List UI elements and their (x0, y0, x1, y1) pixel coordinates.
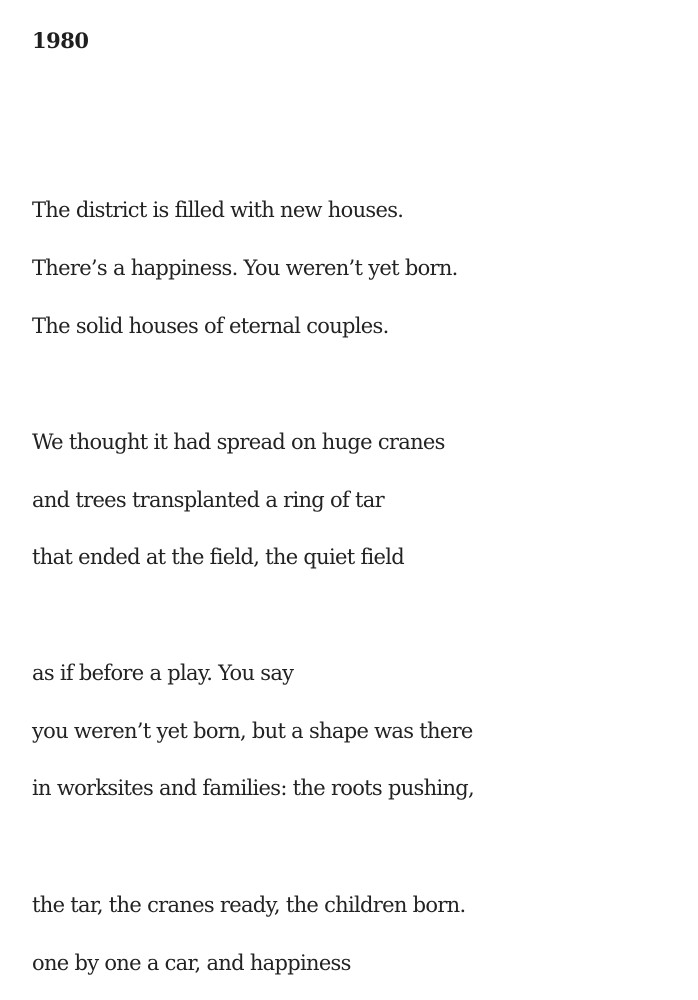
poem-line: the tar, the cranes ready, the children born. (32, 893, 466, 917)
poem-line: in worksites and families: the roots pushing, (32, 776, 474, 800)
poem-title: 1980 (32, 28, 89, 53)
poem-line: and trees transplanted a ring of tar (32, 488, 384, 512)
poem-line: that ended at the field, the quiet field (32, 545, 405, 569)
poem-line: you weren’t yet born, but a shape was there (32, 719, 473, 743)
poem-line: The solid houses of eternal couples. (32, 314, 389, 338)
poem-line: as if before a play. You say (32, 661, 294, 685)
poem-line: There’s a happiness. You weren’t yet born. (32, 256, 458, 280)
poem-line: We thought it had spread on huge cranes (32, 430, 445, 454)
poem-line: one by one a car, and happiness (32, 951, 351, 975)
poem-line: The district is filled with new houses. (32, 198, 404, 222)
